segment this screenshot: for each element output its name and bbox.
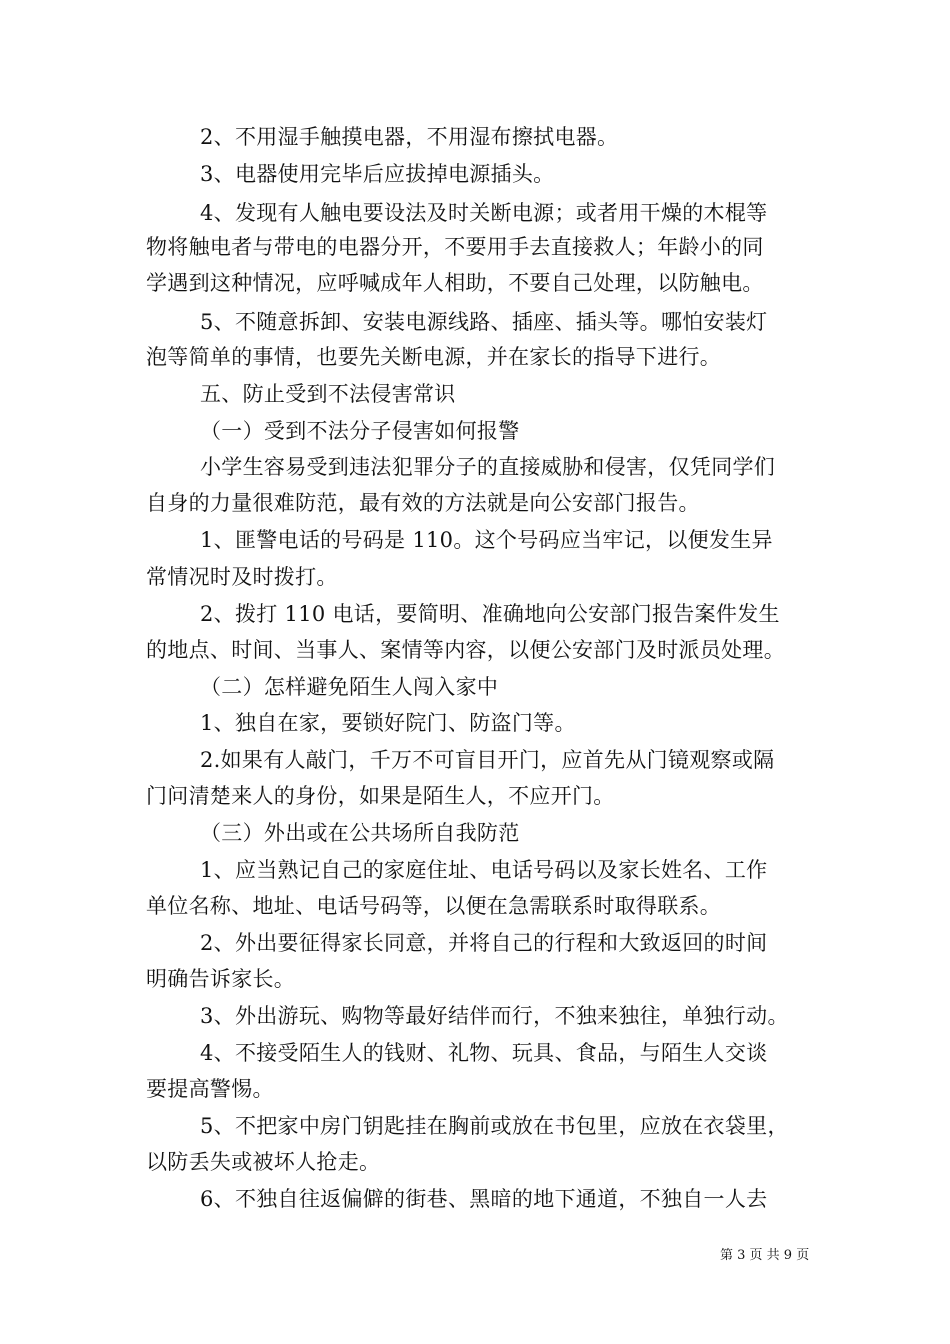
text-line: 自身的力量很难防范，最有效的方法就是向公安部门报告。 xyxy=(146,491,700,515)
text-line: 3、外出游玩、购物等最好结伴而行，不独来独往，单独行动。 xyxy=(200,1004,789,1028)
text-line: 泡等简单的事情，也要先关断电源，并在家长的指导下进行。 xyxy=(146,345,722,369)
text-line: 3、电器使用完毕后应拔掉电源插头。 xyxy=(200,162,555,186)
text-line: 4、发现有人触电要设法及时关断电源；或者用干燥的木棍等 xyxy=(200,201,768,225)
text-line: 1、匪警电话的号码是 110。这个号码应当牢记，以便发生异 xyxy=(200,528,773,552)
page-number: 第 3 页 共 9 页 xyxy=(720,1248,810,1263)
text-line: 明确告诉家长。 xyxy=(146,967,296,991)
text-line: 4、不接受陌生人的钱财、礼物、玩具、食品，与陌生人交谈 xyxy=(200,1041,768,1065)
section-heading: 五、防止受到不法侵害常识 xyxy=(200,382,456,406)
text-line: 2.如果有人敲门，千万不可盲目开门，应首先从门镜观察或隔 xyxy=(200,748,775,772)
text-line: 的地点、时间、当事人、案情等内容，以便公安部门及时派员处理。 xyxy=(146,638,785,662)
text-line: 学遇到这种情况，应呼喊成年人相助，不要自己处理，以防触电。 xyxy=(146,271,764,295)
text-line: 要提高警惕。 xyxy=(146,1077,274,1101)
text-line: 2、拨打 110 电话，要简明、准确地向公安部门报告案件发生 xyxy=(200,602,780,626)
text-line: 5、不把家中房门钥匙挂在胸前或放在书包里，应放在衣袋里， xyxy=(200,1114,789,1138)
subsection-heading: （二）怎样避免陌生人闯入家中 xyxy=(200,675,499,699)
text-line: 2、不用湿手触摸电器，不用湿布擦拭电器。 xyxy=(200,125,619,149)
text-line: 6、不独自往返偏僻的街巷、黑暗的地下通道，不独自一人去 xyxy=(200,1187,768,1211)
text-line: 1、应当熟记自己的家庭住址、电话号码以及家长姓名、工作 xyxy=(200,858,768,882)
text-line: 门问清楚来人的身份，如果是陌生人，不应开门。 xyxy=(146,784,615,808)
text-line: 1、独自在家，要锁好院门、防盗门等。 xyxy=(200,711,576,735)
text-line: 物将触电者与带电的电器分开，不要用手去直接救人；年龄小的同 xyxy=(146,235,764,259)
text-line: 5、不随意拆卸、安装电源线路、插座、插头等。哪怕安装灯 xyxy=(200,310,768,334)
text-line: 常情况时及时拨打。 xyxy=(146,565,338,589)
text-line: 小学生容易受到违法犯罪分子的直接威胁和侵害，仅凭同学们 xyxy=(200,455,776,479)
text-line: 2、外出要征得家长同意，并将自己的行程和大致返回的时间 xyxy=(200,931,768,955)
text-line: 以防丢失或被坏人抢走。 xyxy=(146,1150,381,1174)
subsection-heading: （三）外出或在公共场所自我防范 xyxy=(200,821,520,845)
subsection-heading: （一）受到不法分子侵害如何报警 xyxy=(200,419,520,443)
text-line: 单位名称、地址、电话号码等，以便在急需联系时取得联系。 xyxy=(146,894,722,918)
